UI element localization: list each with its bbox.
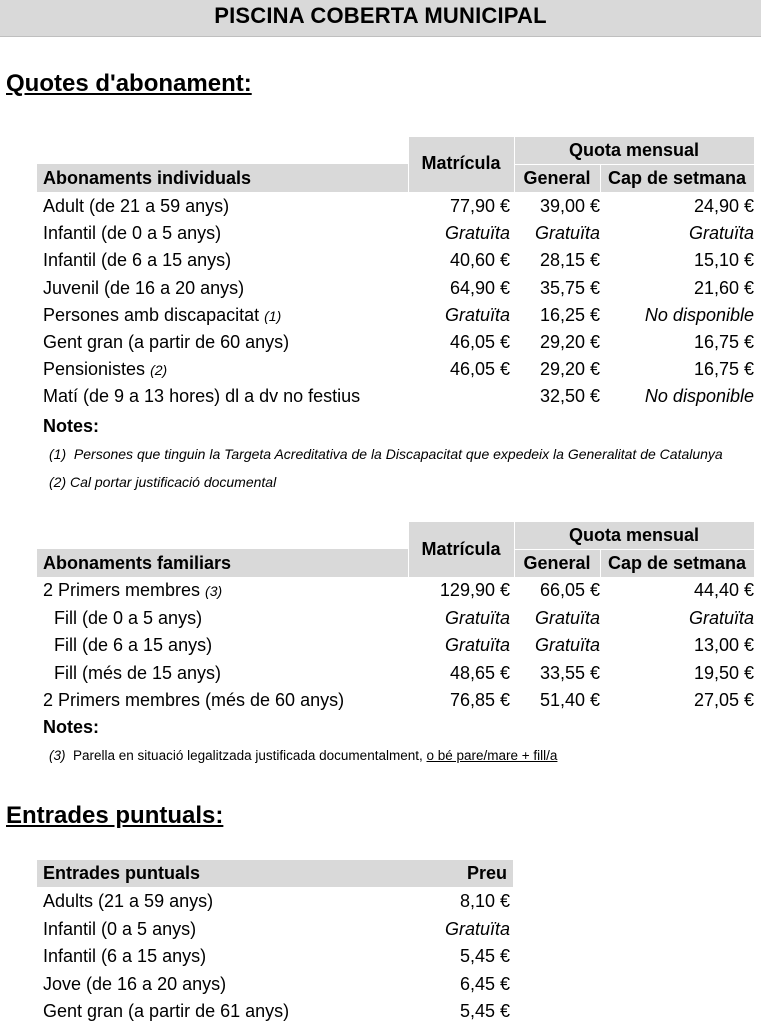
individual-row-general: 35,75 € (539, 277, 600, 298)
individual-row-label: Pensionistes (2) (43, 359, 168, 380)
note-1: (1) Persones que tinguin la Targeta Acreditativa de la Discapacitat que expedeix la Generalitat de Catalunya (49, 446, 723, 462)
individual-row-label: Adult (de 21 a 59 anys) (43, 196, 230, 216)
individual-row-cap: 16,75 € (693, 359, 754, 380)
individual-row-label: Gent gran (a partir de 60 anys) (43, 332, 290, 352)
page-title: PISCINA COBERTA MUNICIPAL (214, 3, 547, 28)
individual-row-general: 28,15 € (539, 250, 600, 271)
individual-row-cap: No disponible (644, 304, 754, 325)
preu-header: Preu (466, 863, 507, 883)
matricula-header: Matrícula (421, 153, 501, 173)
cap-de-setmana-header: Cap de setmana (607, 168, 747, 188)
familiar-row-label: Fill (més de 15 anys) (54, 662, 222, 683)
familiar-row-cap: Gratuïta (688, 607, 754, 628)
note-2: (2) Cal portar justificació documental (49, 474, 277, 490)
familiar-notes-label: Notes: (43, 717, 100, 737)
familiar-row-label: Fill (de 0 a 5 anys) (54, 607, 203, 628)
individual-row-matricula: 46,05 € (449, 332, 510, 352)
individual-header-title: Abonaments individuals (43, 168, 252, 188)
familiar-row-cap: 44,40 € (693, 580, 754, 600)
familiar-row-matricula: 76,85 € (449, 690, 510, 710)
entrades-row-price: 5,45 € (459, 946, 510, 966)
familiar-matricula-header: Matrícula (421, 539, 501, 559)
section-title-quotes: Quotes d'abonament: (6, 70, 252, 97)
individual-row-general: 29,20 € (539, 359, 600, 380)
individual-row-matricula: 40,60 € (449, 250, 510, 271)
entrades-row-label: Adults (21 a 59 anys) (43, 891, 214, 911)
individual-row-general: 32,50 € (539, 386, 600, 407)
individual-row-label: Infantil (de 6 a 15 anys) (43, 250, 232, 271)
familiar-header-title: Abonaments familiars (43, 553, 232, 573)
section-title-entrades: Entrades puntuals: (6, 802, 224, 829)
entrades-row-price: Gratuïta (444, 918, 510, 939)
individual-row-general: 29,20 € (539, 332, 600, 352)
entrades-row-label: Infantil (6 a 15 anys) (43, 946, 207, 966)
entrades-row-price: 6,45 € (459, 973, 510, 994)
familiar-row-general: 33,55 € (539, 662, 600, 683)
familiar-quota-header: Quota mensual (568, 525, 700, 545)
familiar-row-general: 66,05 € (539, 580, 600, 600)
familiar-row-matricula: 129,90 € (439, 580, 510, 600)
familiar-row-label: 2 Primers membres (3) (43, 580, 223, 600)
familiar-row-footnote-mark: (3) (205, 583, 223, 599)
individual-row-general: 39,00 € (539, 196, 600, 216)
familiar-general-header: General (523, 553, 591, 573)
individual-row-matricula: 64,90 € (449, 277, 510, 298)
individual-row-cap: 16,75 € (693, 332, 754, 352)
familiar-row-matricula: Gratuïta (444, 635, 510, 655)
individual-row-cap: 15,10 € (693, 250, 754, 271)
notes-label: Notes: (43, 416, 100, 436)
entrades-row-label: Gent gran (a partir de 61 anys) (43, 1001, 290, 1021)
familiar-cap-header: Cap de setmana (607, 553, 747, 573)
familiar-row-label: 2 Primers membres (més de 60 anys) (43, 690, 345, 710)
entrades-row-price: 5,45 € (459, 1001, 510, 1021)
familiar-row-cap: 13,00 € (693, 635, 754, 655)
individual-row-cap: 24,90 € (693, 196, 754, 216)
quota-mensual-header: Quota mensual (568, 140, 700, 160)
individual-row-general: 16,25 € (539, 304, 600, 325)
note-3: (3) Parella en situació legalitzada justificada documentalment, o bé pare/mare + fill/a (49, 748, 558, 763)
individual-row-cap: No disponible (644, 386, 754, 407)
familiar-row-matricula: Gratuïta (444, 607, 510, 628)
individual-row-footnote-mark: (2) (150, 362, 168, 379)
individual-row-label: Juvenil (de 16 a 20 anys) (43, 277, 245, 298)
entrades-row-label: Jove (de 16 a 20 anys) (43, 973, 227, 994)
familiar-row-matricula: 48,65 € (449, 662, 510, 683)
individual-row-matricula: 77,90 € (449, 196, 510, 216)
individual-row-label: Matí (de 9 a 13 hores) dl a dv no festius (43, 386, 361, 407)
individual-row-cap: Gratuïta (688, 223, 754, 244)
familiar-row-label: Fill (de 6 a 15 anys) (54, 635, 213, 655)
familiar-row-general: 51,40 € (539, 690, 600, 710)
individual-row-matricula: 46,05 € (449, 359, 510, 380)
individual-row-matricula: Gratuïta (444, 304, 510, 325)
entrades-row-label: Infantil (0 a 5 anys) (43, 918, 197, 939)
entrades-row-price: 8,10 € (459, 891, 510, 911)
individual-row-label: Infantil (de 0 a 5 anys) (43, 223, 222, 244)
individual-row-label: Persones amb discapacitat (1) (43, 304, 282, 325)
familiar-row-cap: 19,50 € (693, 662, 754, 683)
familiar-row-general: Gratuïta (534, 607, 600, 628)
individual-row-general: Gratuïta (534, 223, 600, 244)
familiar-row-cap: 27,05 € (693, 690, 754, 710)
individual-row-cap: 21,60 € (693, 277, 754, 298)
entrades-header-title: Entrades puntuals (43, 863, 201, 883)
individual-row-matricula: Gratuïta (444, 223, 510, 244)
individual-row-footnote-mark: (1) (264, 307, 282, 324)
familiar-row-general: Gratuïta (534, 635, 600, 655)
general-header: General (523, 168, 591, 188)
